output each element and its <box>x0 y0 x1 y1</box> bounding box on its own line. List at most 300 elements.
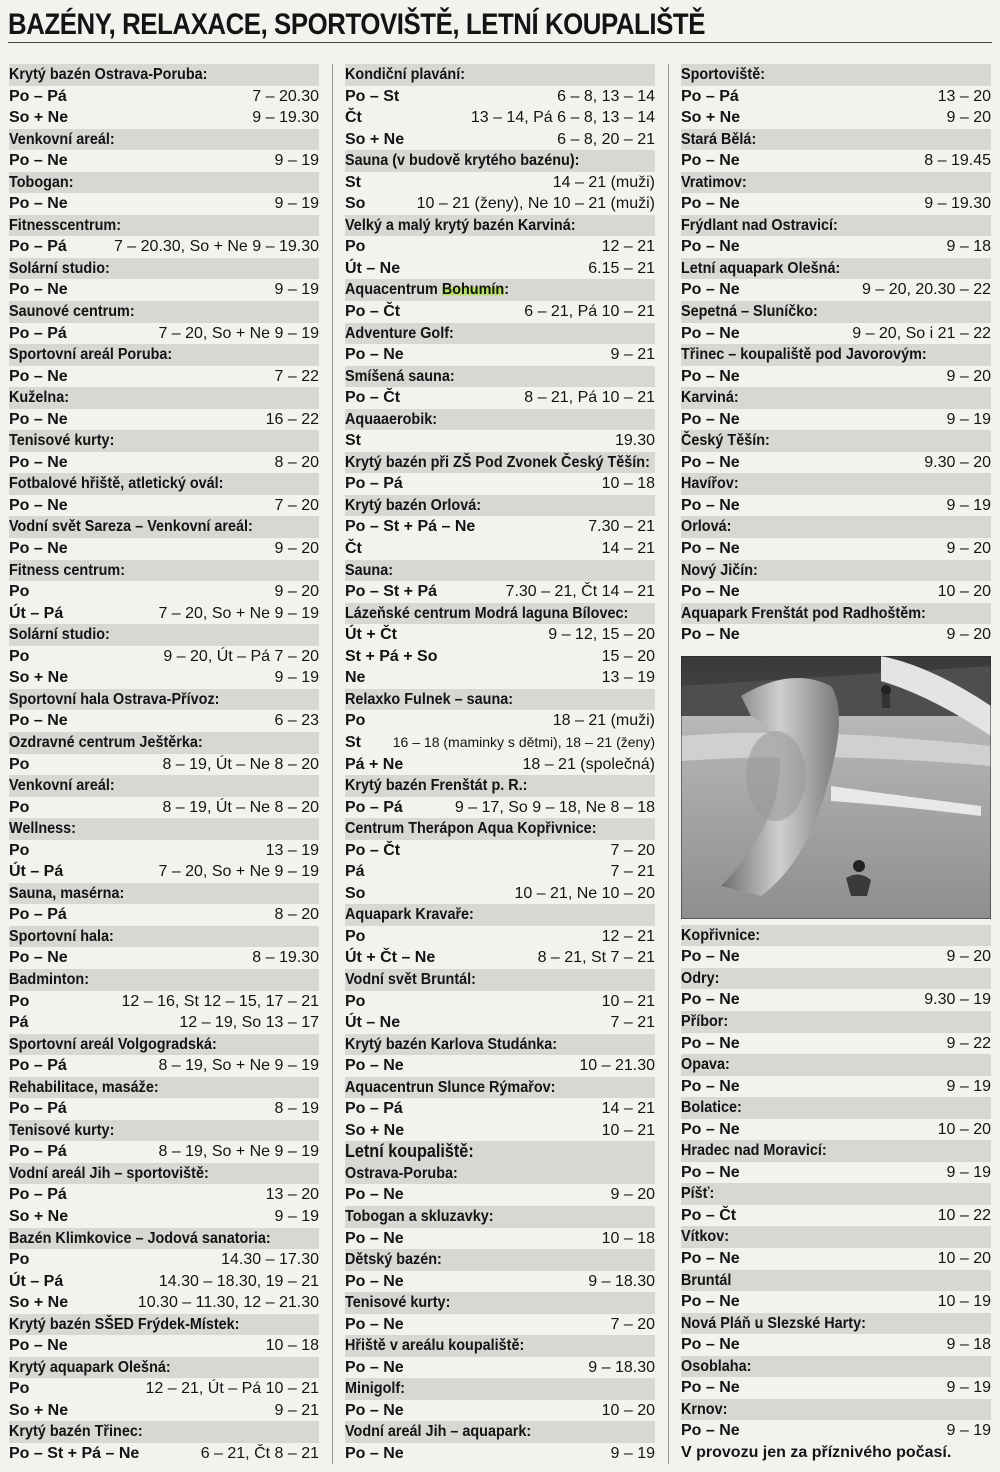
venue-name: Fitnesscentrum: <box>9 216 122 234</box>
aquapark-photo <box>681 656 991 919</box>
opening-hours: 9 – 19 <box>274 195 319 213</box>
schedule-row <box>9 947 319 969</box>
venue-heading <box>681 1313 991 1335</box>
schedule-row <box>9 1206 319 1228</box>
venue-name: Ostrava-Poruba: <box>345 1164 458 1182</box>
schedule-row <box>9 1271 319 1293</box>
opening-hours: 12 – 21 <box>601 927 655 945</box>
schedule-row <box>345 86 655 108</box>
schedule-row <box>9 991 319 1013</box>
venue-heading <box>345 366 655 388</box>
opening-hours: 9 – 18.30 <box>588 1272 655 1290</box>
opening-hours: 8 – 21, St 7 – 21 <box>537 949 655 967</box>
venue-heading <box>345 1292 655 1314</box>
venue-name: Vodní areál Jih – sportoviště: <box>9 1164 209 1182</box>
venue-heading <box>681 560 991 582</box>
venue-heading <box>681 603 991 625</box>
venue-name: Tobogan a skluzavky: <box>345 1207 494 1225</box>
days-label: Po – Ne <box>681 1034 740 1052</box>
schedule-row <box>345 581 655 603</box>
opening-hours: 9 – 20 <box>946 367 991 385</box>
schedule-row <box>681 452 991 474</box>
venue-name: Sportovní hala Ostrava-Přívoz: <box>9 690 220 708</box>
column-divider <box>332 64 333 1464</box>
page-title: BAZÉNY, RELAXACE, SPORTOVIŠTĚ, LETNÍ KOUPALIŠTĚ <box>8 8 706 41</box>
schedule-row <box>9 409 319 431</box>
schedule-row <box>681 989 991 1011</box>
schedule-row <box>345 947 655 969</box>
schedule-row <box>9 710 319 732</box>
schedule-row <box>345 1184 655 1206</box>
days-label: Po – Ne <box>345 346 404 364</box>
schedule-row <box>345 473 655 495</box>
opening-hours: 6 – 23 <box>274 712 319 730</box>
opening-hours: 7 – 20, So + Ne 9 – 19 <box>158 863 319 881</box>
venue-heading <box>9 775 319 797</box>
schedule-row <box>345 732 655 754</box>
days-label: Po – Pá <box>681 87 739 105</box>
opening-hours: 9 – 19 <box>946 410 991 428</box>
days-label: So + Ne <box>9 109 69 127</box>
venue-heading <box>345 279 655 301</box>
schedule-row <box>9 193 319 215</box>
days-label: St + Pá + So <box>345 647 438 665</box>
opening-hours: 13 – 14, Pá 6 – 8, 13 – 14 <box>470 109 655 127</box>
venue-name: Český Těšín: <box>681 432 770 450</box>
days-label: Po – Pá <box>9 87 67 105</box>
venue-name: Krytý bazén Frenštát p. R.: <box>345 777 528 795</box>
opening-hours: 16 – 18 (maminky s dětmi), 18 – 21 (ženy) <box>392 733 655 750</box>
opening-hours: 10 – 18 <box>265 1337 319 1355</box>
opening-hours: 7 – 20, So + Ne 9 – 19 <box>158 324 319 342</box>
days-label: Po – Ne <box>681 540 740 558</box>
schedule-row <box>9 1249 319 1271</box>
venue-heading <box>9 473 319 495</box>
venue-name: Vodní svět Sareza – Venkovní areál: <box>9 518 253 536</box>
days-label: Po – Čt <box>345 303 401 321</box>
schedule-row <box>345 1357 655 1379</box>
venue-heading <box>9 1163 319 1185</box>
opening-hours: 8 – 19, Út – Ne 8 – 20 <box>162 798 319 816</box>
venue-heading <box>345 1163 655 1185</box>
opening-hours: 10 – 19 <box>937 1293 991 1311</box>
venue-heading <box>681 172 991 194</box>
venue-heading <box>9 689 319 711</box>
venue-heading <box>9 215 319 237</box>
venue-heading <box>345 452 655 474</box>
days-label: So + Ne <box>9 1401 69 1419</box>
venue-heading <box>681 1097 991 1119</box>
venue-name: Vítkov: <box>681 1228 730 1246</box>
schedule-row <box>345 1271 655 1293</box>
opening-hours: 9 – 20 <box>610 1186 655 1204</box>
days-label: Po – Ne <box>681 1120 740 1138</box>
schedule-row <box>9 236 319 258</box>
venue-name: Píšť: <box>681 1185 715 1203</box>
opening-hours: 14 – 21 <box>601 1100 655 1118</box>
venue-name: Sauna (v budově krytého bazénu): <box>345 152 580 170</box>
days-label: Po – Ne <box>9 1337 68 1355</box>
venue-name: Kuželna: <box>9 389 70 407</box>
opening-hours: 9 – 20 <box>946 109 991 127</box>
schedule-row <box>9 279 319 301</box>
venue-name: Aquapark Kravaře: <box>345 906 474 924</box>
schedule-row <box>345 301 655 323</box>
venue-heading <box>345 1378 655 1400</box>
venue-name: Venkovní areál: <box>9 130 115 148</box>
schedule-row <box>345 1443 655 1465</box>
venue-heading <box>9 344 319 366</box>
venue-heading <box>345 1421 655 1443</box>
opening-hours: 9 – 21 <box>610 346 655 364</box>
venue-heading <box>681 344 991 366</box>
venue-name: Karviná: <box>681 389 739 407</box>
venue-name: Solární studio: <box>9 626 110 644</box>
venue-name: Vodní areál Jih – aquapark: <box>345 1423 532 1441</box>
venue-heading <box>9 969 319 991</box>
venue-heading <box>681 925 991 947</box>
schedule-row <box>9 1012 319 1034</box>
schedule-row <box>345 1228 655 1250</box>
schedule-row <box>681 150 991 172</box>
venue-name: Příbor: <box>681 1012 729 1030</box>
venue-heading <box>9 1120 319 1142</box>
days-label: So + Ne <box>9 1207 69 1225</box>
venue-heading <box>345 1206 655 1228</box>
days-label: Čt <box>345 540 362 558</box>
opening-hours: 10 – 20 <box>601 1401 655 1419</box>
days-label: Po – Pá <box>345 1100 403 1118</box>
schedule-row <box>681 323 991 345</box>
venue-name: Tobogan: <box>9 173 74 191</box>
venue-name: Krytý bazén Ostrava-Poruba: <box>9 66 208 83</box>
opening-hours: 10 – 21, Ne 10 – 20 <box>514 884 655 902</box>
opening-hours: 9 – 21 <box>274 1401 319 1419</box>
venue-heading <box>9 883 319 905</box>
days-label: So <box>345 195 366 213</box>
opening-hours: 9 – 19.30 <box>252 109 319 127</box>
venue-heading <box>9 560 319 582</box>
schedule-row <box>9 1292 319 1314</box>
opening-hours: 14.30 – 18.30, 19 – 21 <box>158 1272 319 1290</box>
days-label: Po – Ne <box>345 1229 404 1247</box>
days-label: Út – Ne <box>345 259 401 277</box>
schedule-row <box>681 1334 991 1356</box>
venue-heading <box>9 430 319 452</box>
venue-heading <box>681 215 991 237</box>
days-label: Po – Ne <box>345 1358 404 1376</box>
days-label: Po – Ne <box>9 152 68 170</box>
schedule-row <box>9 150 319 172</box>
schedule-row <box>345 430 655 452</box>
schedule-row <box>345 926 655 948</box>
days-label: Po <box>9 841 30 859</box>
opening-hours: 8 – 19 <box>274 1100 319 1118</box>
days-label: St <box>345 432 361 450</box>
venue-name: Krytý bazén Třinec: <box>9 1423 143 1441</box>
venue-name: Wellness: <box>9 820 76 838</box>
venue-name: Kondiční plavání: <box>345 66 466 83</box>
opening-hours: 14.30 – 17.30 <box>221 1251 319 1269</box>
schedule-row <box>345 172 655 194</box>
schedule-row <box>9 86 319 108</box>
opening-hours: 10 – 20 <box>937 583 991 601</box>
schedule-row <box>681 107 991 129</box>
venue-heading <box>345 603 655 625</box>
opening-hours: 18 – 21 (muži) <box>552 712 655 730</box>
days-label: Po – Pá <box>9 906 67 924</box>
days-label: Po <box>345 992 366 1010</box>
venue-name: Tenisové kurty: <box>9 1121 115 1139</box>
schedule-row <box>9 904 319 926</box>
venue-name: Hřiště v areálu koupaliště: <box>345 1337 525 1355</box>
opening-hours: 8 – 19, So + Ne 9 – 19 <box>158 1057 319 1075</box>
venue-name: Letní koupaliště: <box>345 1141 474 1162</box>
venue-heading <box>345 323 655 345</box>
days-label: Po <box>9 755 30 773</box>
schedule-row <box>9 1378 319 1400</box>
days-label: Po <box>9 583 30 601</box>
schedule-row <box>345 193 655 215</box>
opening-hours: 12 – 21, Út – Pá 10 – 21 <box>145 1380 319 1398</box>
venue-heading <box>9 129 319 151</box>
schedule-row <box>345 538 655 560</box>
schedule-row <box>681 193 991 215</box>
venue-name: Solární studio: <box>9 259 110 277</box>
days-label: Po – Ne <box>681 1379 740 1397</box>
schedule-row <box>345 883 655 905</box>
schedule-row <box>345 1400 655 1422</box>
days-label: Út – Pá <box>9 863 64 881</box>
opening-hours: 9 – 20 <box>274 540 319 558</box>
venue-heading <box>9 1228 319 1250</box>
days-label: Čt <box>345 109 362 127</box>
opening-hours: 9 – 18 <box>946 1336 991 1354</box>
opening-hours: 9 – 12, 15 – 20 <box>548 626 655 644</box>
opening-hours: 9 – 20 <box>946 626 991 644</box>
footnote-text: V provozu jen za příznivého počasí. <box>681 1443 952 1461</box>
opening-hours: 9 – 20, So i 21 – 22 <box>852 324 991 342</box>
opening-hours: 12 – 16, St 12 – 15, 17 – 21 <box>121 992 319 1010</box>
opening-hours: 9 – 20, Út – Pá 7 – 20 <box>163 647 319 665</box>
venue-name: Krytý bazén Karlova Studánka: <box>345 1035 558 1053</box>
schedule-row <box>345 710 655 732</box>
venue-heading <box>9 258 319 280</box>
venue-heading <box>9 172 319 194</box>
venue-name: Aquaaerobik: <box>345 410 438 428</box>
schedule-row <box>681 1420 991 1442</box>
venue-name: Bruntál <box>681 1271 732 1289</box>
days-label: So + Ne <box>9 669 69 687</box>
days-label: Po – Čt <box>345 841 401 859</box>
opening-hours: 10 – 18 <box>601 475 655 493</box>
opening-hours: 9.30 – 19 <box>924 991 991 1009</box>
days-label: Po – St <box>345 87 400 105</box>
days-label: St <box>345 173 361 191</box>
days-label: Po – Ne <box>681 1249 740 1267</box>
days-label: Po – Pá <box>9 238 67 256</box>
venue-heading <box>9 624 319 646</box>
venue-name: Sportovní areál Volgogradská: <box>9 1035 217 1053</box>
schedule-row <box>345 754 655 776</box>
opening-hours: 9 – 19 <box>946 1422 991 1440</box>
days-label: Po – Čt <box>681 1206 737 1224</box>
opening-hours: 10 – 21 (ženy), Ne 10 – 21 (muži) <box>416 195 655 213</box>
opening-hours: 14 – 21 (muži) <box>552 173 655 191</box>
days-label: Po – Ne <box>681 367 740 385</box>
days-label: Po – Ne <box>681 948 740 966</box>
opening-hours: 9 – 19 <box>610 1445 655 1462</box>
opening-hours: 7 – 22 <box>274 367 319 385</box>
days-label: Po – Ne <box>9 453 68 471</box>
opening-hours: 9 – 19 <box>946 496 991 514</box>
days-label: Po – St + Pá – Ne <box>9 1445 140 1462</box>
column-3-top <box>681 64 991 646</box>
schedule-row <box>681 279 991 301</box>
days-label: Po – Ne <box>681 410 740 428</box>
schedule-row <box>681 366 991 388</box>
venue-heading <box>681 473 991 495</box>
venue-heading <box>681 1183 991 1205</box>
opening-hours: 13 – 19 <box>601 669 655 687</box>
venue-heading <box>681 1054 991 1076</box>
schedule-row <box>345 861 655 883</box>
venue-heading <box>345 1141 655 1163</box>
schedule-row <box>345 387 655 409</box>
opening-hours: 9 – 17, So 9 – 18, Ne 8 – 18 <box>454 798 655 816</box>
opening-hours: 10 – 22 <box>937 1206 991 1224</box>
schedule-row <box>9 646 319 668</box>
venue-name: Smíšená sauna: <box>345 367 455 385</box>
schedule-row <box>681 495 991 517</box>
days-label: Po – Ne <box>345 1057 404 1075</box>
schedule-row <box>681 1033 991 1055</box>
schedule-row <box>9 1184 319 1206</box>
venue-name: Aquapark Frenštát pod Radhoštěm: <box>681 604 926 622</box>
column-2 <box>345 64 655 1465</box>
days-label: Po – St + Pá <box>345 583 438 601</box>
schedule-row <box>345 107 655 129</box>
venue-name: Krnov: <box>681 1400 728 1418</box>
schedule-row <box>9 538 319 560</box>
schedule-row <box>345 1055 655 1077</box>
days-label: Po <box>9 992 30 1010</box>
opening-hours: 13 – 20 <box>265 1186 319 1204</box>
opening-hours: 14 – 21 <box>601 540 655 558</box>
schedule-row <box>9 581 319 603</box>
schedule-row <box>681 409 991 431</box>
schedule-row <box>345 236 655 258</box>
schedule-row <box>345 624 655 646</box>
venue-name: Tenisové kurty: <box>345 1294 451 1312</box>
venue-heading <box>681 1399 991 1421</box>
venue-name: Sauna: <box>345 561 394 579</box>
days-label: Po – Ne <box>345 1401 404 1419</box>
venue-heading <box>345 689 655 711</box>
days-label: Po <box>9 798 30 816</box>
venue-heading <box>681 1226 991 1248</box>
opening-hours: 7 – 20.30, So + Ne 9 – 19.30 <box>113 238 319 256</box>
schedule-row <box>681 1119 991 1141</box>
venue-name: Opava: <box>681 1056 730 1074</box>
days-label: Po – Ne <box>9 367 68 385</box>
days-label: Pá <box>9 1014 29 1032</box>
venue-heading <box>345 1077 655 1099</box>
days-label: Po – Pá <box>345 475 403 493</box>
days-label: Po <box>9 1380 30 1398</box>
opening-hours: 7 – 20.30 <box>252 87 319 105</box>
days-label: Po <box>345 712 366 730</box>
schedule-row <box>9 1335 319 1357</box>
opening-hours: 9 – 19 <box>274 1207 319 1225</box>
days-label: Po – Ne <box>345 1315 404 1333</box>
days-label: Po – Ne <box>681 1422 740 1440</box>
schedule-row <box>9 667 319 689</box>
opening-hours: 9 – 20 <box>946 948 991 966</box>
days-label: Po – Ne <box>681 1293 740 1311</box>
days-label: Ne <box>345 669 366 687</box>
opening-hours: 6.15 – 21 <box>588 259 655 277</box>
venue-heading <box>345 495 655 517</box>
schedule-row <box>9 797 319 819</box>
days-label: Po – Pá <box>9 1143 67 1161</box>
venue-name: Nová Pláň u Slezské Harty: <box>681 1314 866 1332</box>
days-label: Po – Ne <box>681 195 740 213</box>
schedule-row <box>681 1076 991 1098</box>
venue-heading <box>345 1335 655 1357</box>
venue-name: Krytý aquapark Olešná: <box>9 1358 171 1376</box>
days-label: So + Ne <box>345 1121 405 1139</box>
days-label: Po – St + Pá – Ne <box>345 518 476 536</box>
schedule-row <box>9 861 319 883</box>
venue-name: Aquacentrun Slunce Rýmařov: <box>345 1078 556 1096</box>
days-label: Po – Pá <box>9 1100 67 1118</box>
venue-heading <box>9 1314 319 1336</box>
schedule-row <box>681 538 991 560</box>
days-label: Po – Ne <box>681 496 740 514</box>
venue-name: Krytý bazén při ZŠ Pod Zvonek Český Těšín: <box>345 453 650 471</box>
opening-hours: 8 – 19.45 <box>924 152 991 170</box>
venue-heading <box>345 150 655 172</box>
days-label: Po – Ne <box>345 1445 404 1462</box>
opening-hours: 10 – 21 <box>601 992 655 1010</box>
venue-heading <box>681 1011 991 1033</box>
days-label: Po – Ne <box>345 1186 404 1204</box>
days-label: Po – Pá <box>9 324 67 342</box>
opening-hours: 15 – 20 <box>601 647 655 665</box>
venue-heading <box>9 818 319 840</box>
days-label: Po – Čt <box>345 389 401 407</box>
venue-heading <box>345 1249 655 1271</box>
venue-name: Adventure Golf: <box>345 324 454 342</box>
venue-heading <box>681 387 991 409</box>
schedule-row <box>9 1055 319 1077</box>
schedule-row <box>681 624 991 646</box>
venue-name: Kopřivnice: <box>681 926 761 944</box>
days-label: Po – Ne <box>9 712 68 730</box>
days-label: Út – Pá <box>9 604 64 622</box>
days-label: Po – Ne <box>9 410 68 428</box>
schedule-row <box>681 581 991 603</box>
opening-hours: 6 – 21, Čt 8 – 21 <box>200 1445 319 1462</box>
days-label: Út + Čt – Ne <box>345 949 436 967</box>
opening-hours: 6 – 8, 20 – 21 <box>557 130 655 148</box>
opening-hours: 7 – 20 <box>610 1315 655 1333</box>
venue-heading <box>9 926 319 948</box>
schedule-row <box>681 236 991 258</box>
venue-name: Vratimov: <box>681 173 747 191</box>
opening-hours: 19.30 <box>614 432 655 450</box>
